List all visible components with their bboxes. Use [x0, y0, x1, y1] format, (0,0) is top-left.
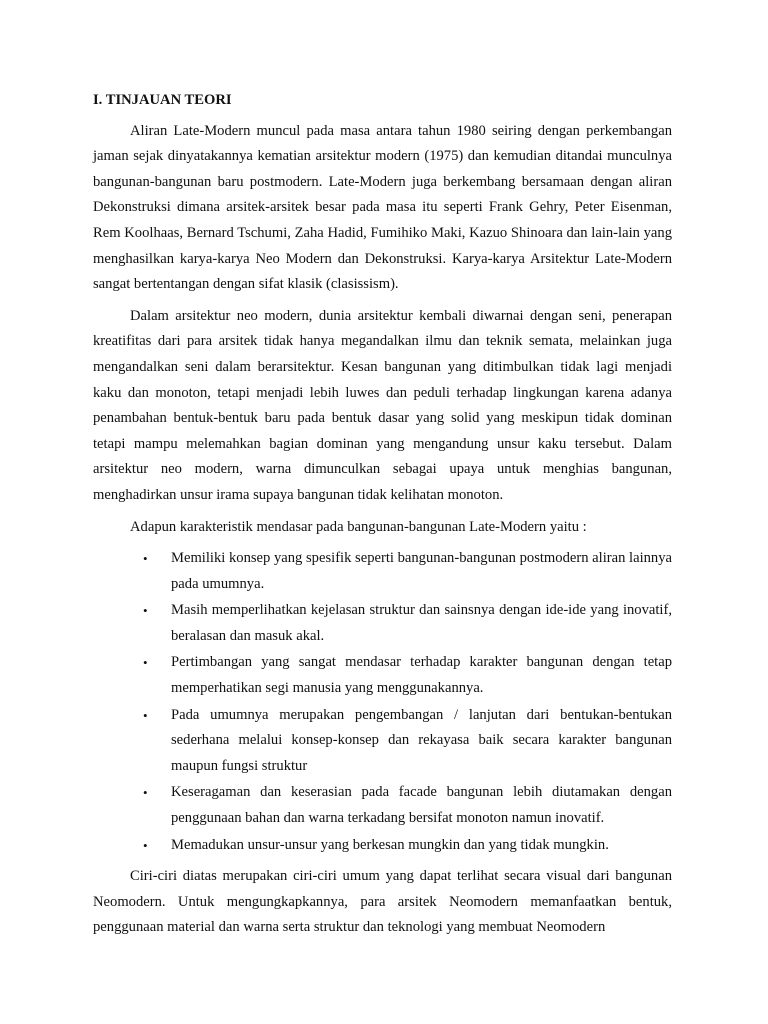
list-item — [93, 650, 672, 701]
list-item-text: Memiliki konsep yang spesifik seperti bangunan-bangunan postmodern aliran lainnya pada umumnya. — [171, 550, 672, 592]
bullet-icon: • — [143, 707, 148, 723]
paragraph-late-modern-intro: Aliran Late-Modern muncul pada masa antara tahun 1980 seiring dengan perkembangan jaman sejak dinyatakannya kematian arsitektur modern (1975) dan kemudian ditandai munculnya bangunan-bangunan baru postmodern. Late-Modern juga berkembang bersamaan dengan aliran Dekonstruksi dimana arsitek-arsitek besar pada masa itu seperti Frank Gehry, Peter Eisenman, Rem Koolhaas, Bernard Tschumi, Zaha Hadid, Fumihiko Maki, Kazuo Shinoara dan lain-lain yang menghasilkan karya-karya Neo Modern dan Dekonstruksi. Karya-karya Arsitektur Late-Modern sangat bertentangan dengan sifat klasik (clasissism). — [93, 122, 672, 293]
bullet-icon: • — [143, 551, 148, 567]
list-item — [93, 780, 672, 831]
bullet-icon: • — [143, 603, 148, 619]
paragraph-neomodern-conclusion: Ciri-ciri diatas merupakan ciri-ciri umum yang dapat terlihat secara visual dari bangunan Neomodern. Untuk mengungkapkannya, para arsitek Neomodern memanfaatkan bentuk, penggunaan material dan warna serta struktur dan teknologi yang membuat Neomodern — [93, 868, 672, 936]
list-item-text: Keseragaman dan keserasian pada facade bangunan lebih diutamakan dengan penggunaan bahan dan warna terkadang bersifat monoton namun inovatif. — [171, 784, 672, 827]
list-item-text: Pertimbangan yang sangat mendasar terhadap karakter bangunan dengan tetap memperhatikan segi manusia yang menggunakannya. — [171, 654, 672, 697]
list-item — [93, 833, 672, 859]
list-item-text: Memadukan unsur-unsur yang berkesan mungkin dan yang tidak mungkin. — [171, 836, 609, 853]
list-item-text: Pada umumnya merupakan pengembangan / lanjutan dari bentukan-bentukan sederhana melalui konsep-konsep dan rekayasa baik secara karakter bangunan maupun fungsi struktur — [171, 706, 672, 774]
bullet-icon: • — [143, 837, 148, 853]
section-heading: I. TINJAUAN TEORI — [93, 92, 232, 108]
paragraph-neo-modern-art: Dalam arsitektur neo modern, dunia arsitektur kembali diwarnai dengan seni, penerapan kreatifitas dari para arsitek tidak hanya megandalkan ilmu dan teknik semata, melainkan juga mengandalkan seni dalam berarsitektur. Kesan bangunan yang ditimbulkan tidak lagi menjadi kaku dan monoton, tetapi menjadi lebih luwes dan peduli terhadap lingkungan karena adanya penambahan bentuk-bentuk baru pada bentuk dasar yang solid yang meskipun tidak dominan tetapi mampu melemahkan bagian dominan yang mengandung unsur kaku tersebut. Dalam arsitektur neo modern, warna dimunculkan sebagai upaya untuk menghias bangunan, menghadirkan unsur irama supaya bangunan tidak kelihatan monoton. — [93, 307, 672, 503]
characteristics-list — [93, 546, 672, 858]
list-item — [93, 546, 672, 597]
list-item-text: Masih memperlihatkan kejelasan struktur dan sainsnya dengan ide-ide yang inovatif, beralasan dan masuk akal. — [171, 602, 672, 644]
list-item — [93, 598, 672, 649]
list-item — [93, 703, 672, 780]
bullet-icon: • — [143, 655, 148, 671]
paragraph-characteristics-intro: Adapun karakteristik mendasar pada bangunan-bangunan Late-Modern yaitu : — [130, 518, 587, 535]
document-page — [93, 88, 672, 947]
bullet-icon: • — [143, 785, 148, 801]
